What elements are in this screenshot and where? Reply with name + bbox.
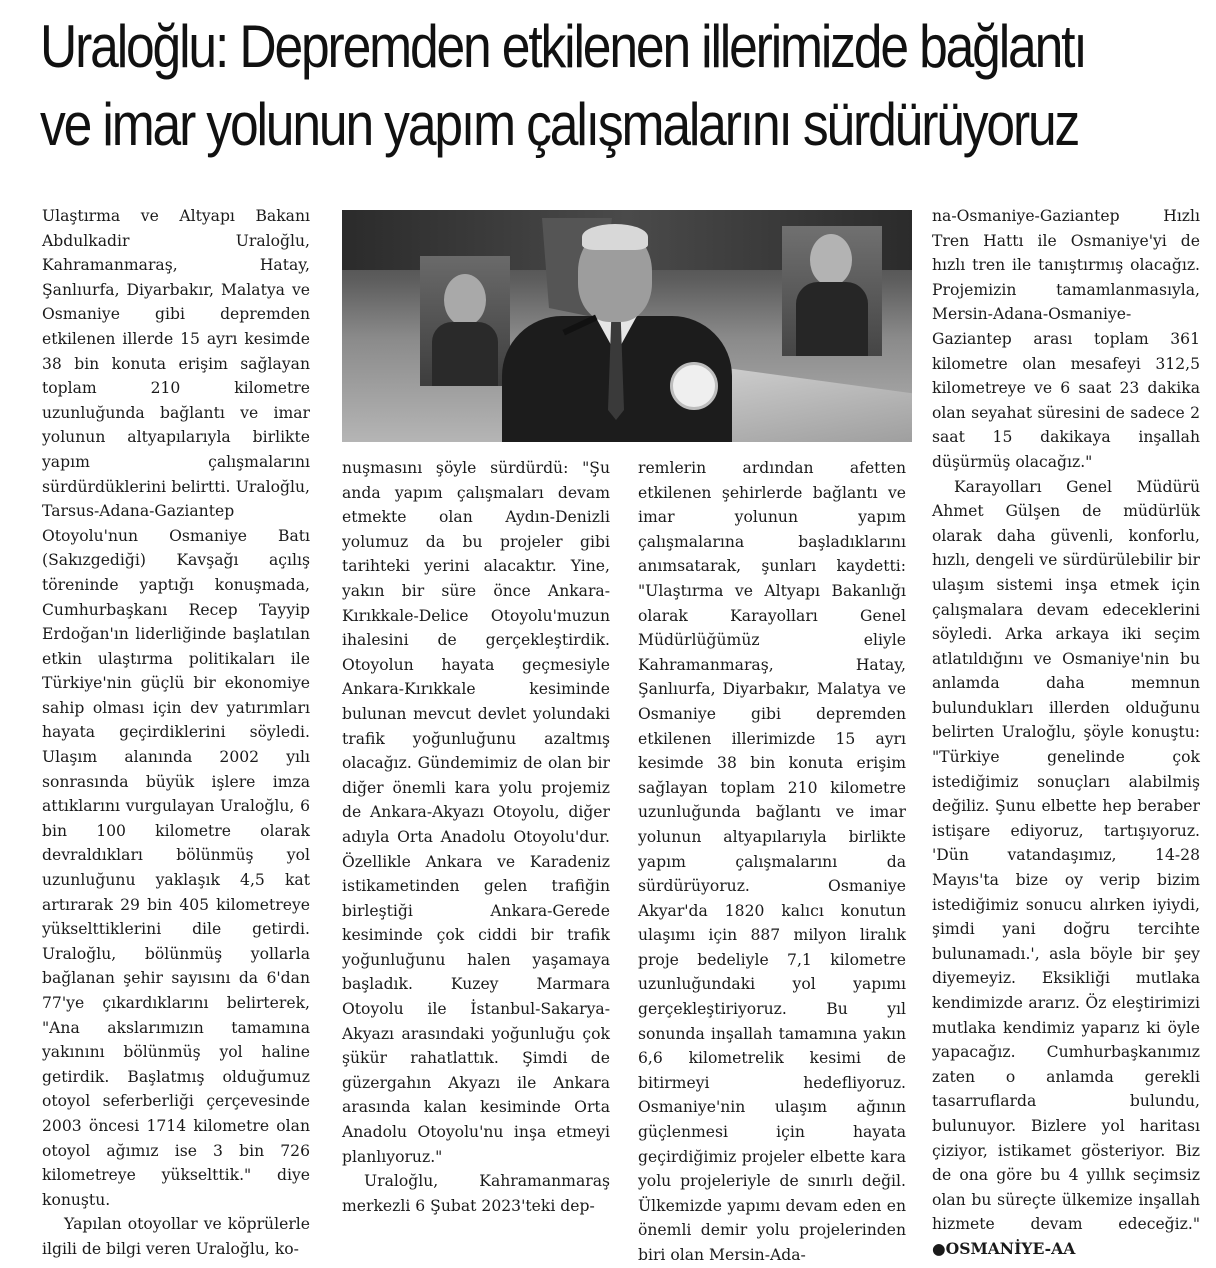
column-1-paragraph-1: Ulaştırma ve Altyapı Bakanı Abdulkadir Uraloğlu, Kahramanmaraş, Hatay, Şanlıurfa, Diyarbakır, Malatya ve Osmaniye gibi depremden etkilenen illerde 15 ayrı kesimde 38 bin konuta erişim sağlayan toplam 210 kilometre uzunluğunda bağlantı ve imar yolunun altyapılarıyla birlikte yapım çalışmalarını sürdürdüklerini belirtti. Uraloğlu, Tarsus-Adana-Gaziantep Otoyolu'nun Osmaniye Batı (Sakızgediği) Kavşağı açılış töreninde yaptığı konuşmada, Cumhurbaşkanı Recep Tayyip Erdoğan'ın liderliğinde başlatılan etkin ulaştırma politikaları ile Türkiye'nin güçlü bir ekonomiye sahip olması için dev yatırımları hayata geçirdiklerini söyledi. Ulaşım alanında 2002 yılı sonrasında büyük işlere imza attıklarını vurgulayan Uraloğlu, 6 bin 100 kilometre olarak devraldıkları bölünmüş yol uzunluğunu yaklaşık 4,5 kat artırarak 29 bin 405 kilometreye yükselttiklerini dile getirdi. Uraloğlu, bölünmüş yollarla bağlanan şehir sayısını da 6'dan 77'ye çıkardıklarını belirterek, "Ana akslarımızın tamamına yakınını bölünmüş yol haline getirdik. Başlatmış olduğumuz otoyol seferberliği çerçevesinde 2003 öncesi 1714 kilometre olan otoyol ağımız ise 3 bin 726 kilometreye yükselttik." diye konuştu. (42, 207, 310, 1209)
column-4-paragraph-2-text: Karayolları Genel Müdürü Ahmet Gülşen de müdürlük olarak daha güvenli, konforlu, hızlı, dengeli ve sürdürülebilir bir ulaşım sistemi inşa etmek için çalışmalara devam edeceklerini söyledi. Arka arkaya iki seçim atlatıldığını ve Osmaniye'nin bu anlamda daha memnun bulundukları illerden olduğunu belirten Uraloğlu, şöyle konuştu: "Türkiye genelinde çok istediğimiz sonuçları alabilmiş değiliz. Şunu elbette hep beraber istişare ediyoruz, tartışıyoruz. 'Dün vatandaşımız, 14-28 Mayıs'ta bize oy verip bizim istediğimiz sonucu alırken iyiydi, şimdi yani doğru tercihte bulunamadı.', asla böyle bir şey diyemeyiz. Eksikliği mutlaka kendimizde ararız. Öz eleştirimizi mutlaka kendimiz yaparız ki öyle yapacağız. Cumhurbaşkanımız zaten o anlamda gerekli tasarruflarda bulundu, bulunuyor. Bizlere yol haritası çiziyor, istikamet gösteriyor. Biz de ona göre bu 4 yıllık seçimsiz olan bu süreçte ülkemize inşallah hizmete devam edeceğiz." (932, 477, 1200, 1234)
podium-emblem (670, 362, 718, 410)
article-column-3 (638, 456, 906, 1268)
article-photo (342, 210, 912, 442)
column-3-paragraph-1: remlerin ardından afetten etkilenen şehirlerde bağlantı ve imar yolunun yapım çalışmalarına başladıklarını anımsatarak, şunları kaydetti: "Ulaştırma ve Altyapı Bakanlığı olarak Karayolları Genel Müdürlüğümüz eliyle Kahramanmaraş, Hatay, Şanlıurfa, Diyarbakır, Malatya ve Osmaniye gibi depremden etkilenen illerimizde 15 ayrı kesimde 38 bin konuta erişim sağlayan toplam 210 kilometre uzunluğunda bağlantı ve imar yolunun altyapılarıyla birlikte yapım çalışmalarını da sürdürüyoruz. Osmaniye Akyar'da 1820 kalıcı konutun ulaşımı için 887 milyon liralık proje bedeliyle 7,1 kilometre uzunluğundaki yol yapımı gerçekleştiriyoruz. Bu yıl sonunda inşallah tamamına yakın 6,6 kilometrelik kesimi de bitirmeyi hedefliyoruz. Osmaniye'nin ulaşım ağının güçlenmesi için hayata geçirdiğimiz projeler elbette kara yolu projeleriyle de sınırlı değil. Ülkemizde yapımı devam eden en önemli demir yolu projelerinden biri olan Mersin-Ada- (638, 459, 906, 1264)
byline: ●OSMANİYE-AA (932, 1238, 1076, 1258)
column-2-paragraph-2: Uraloğlu, Kahramanmaraş merkezli 6 Şubat 2023'teki dep- (342, 1172, 610, 1215)
column-2-paragraph-1: nuşmasını şöyle sürdürdü: "Şu anda yapım çalışmaları devam etmekte olan Aydın-Denizli yolumuz da bu projeler gibi tarihteki yerini alacaktır. Yine, yakın bir süre önce Ankara-Kırıkkale-Delice Otoyolu'muzun ihalesini de gerçekleştirdik. Otoyolun hayata geçmesiyle Ankara-Kırıkkale kesiminde bulunan mevcut devlet yolundaki trafik yoğunluğunu azaltmış olacağız. Gündemimiz de olan bir diğer önemli kara yolu projemiz de Ankara-Akyazı Otoyolu, diğer adıyla Orta Anadolu Otoyolu'dur. Özellikle Ankara ve Karadeniz istikametinden gelen trafiğin birleştiği Ankara-Gerede kesiminde çok ciddi bir trafik yoğunluğunu halen yaşamaya başladık. Kuzey Marmara Otoyolu ile İstanbul-Sakarya-Akyazı arasındaki yoğunluğu çok şükür rahatlattık. Şimdi de güzergahın Akyazı ile Ankara arasında kalan kesiminde Orta Anadolu Otoyolu'nu inşa etmeyi planlıyoruz." (342, 459, 610, 1166)
article-column-1 (42, 204, 310, 1262)
headline-line-1: Uraloğlu: Depremden etkilenen illerimizde bağlantı (40, 13, 1086, 80)
column-4-paragraph-1: na-Osmaniye-Gaziantep Hızlı Tren Hattı ile Osmaniye'yi de hızlı tren ile tanıştırmış olacağız. Projemizin tamamlanmasıyla, Mersin-Adana-Osmaniye-Gaziantep arası toplam 361 kilometre olan mesafeyi 312,5 kilometreye ve 6 saat 23 dakika olan seyahat süresini de sadece 2 saat 15 dakikaya inşallah düşürmüş olacağız." (932, 207, 1200, 471)
portrait-banner-right (782, 226, 882, 356)
column-4-paragraph-2 (932, 475, 1200, 1262)
headline-line-2: ve imar yolunun yapım çalışmalarını sürdürüyoruz (40, 91, 1079, 158)
portrait-banner-left (420, 256, 510, 386)
article-column-4 (932, 204, 1200, 1262)
headline (40, 8, 1086, 164)
column-1-paragraph-2: Yapılan otoyollar ve köprülerle ilgili de bilgi veren Uraloğlu, ko- (42, 1215, 310, 1258)
article-column-2 (342, 456, 610, 1218)
